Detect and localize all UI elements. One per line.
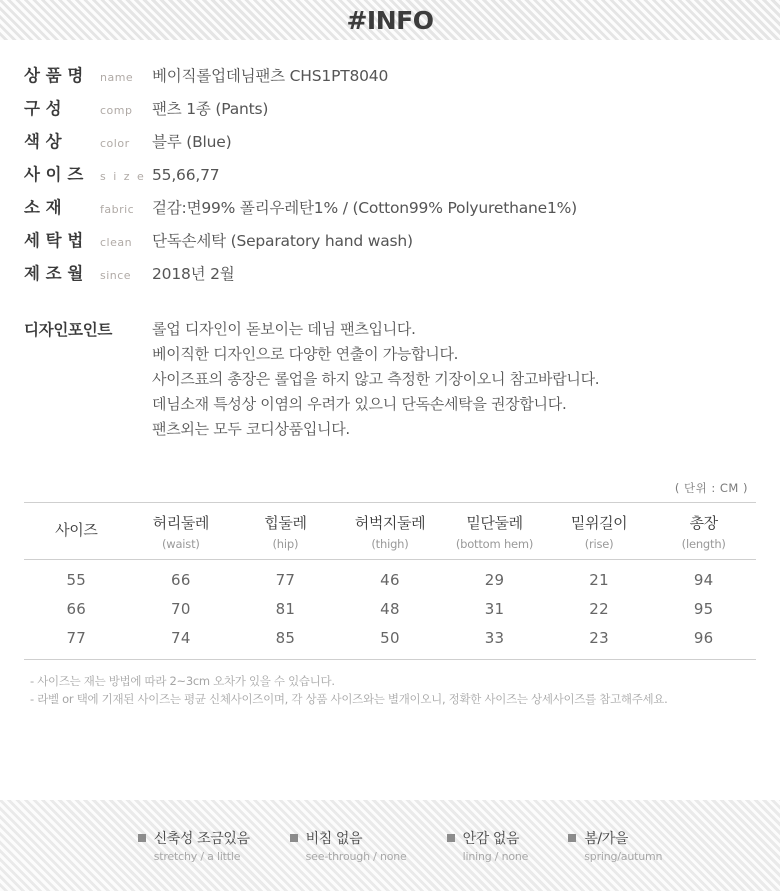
info-value: 팬츠 1종 (Pants) bbox=[152, 100, 269, 118]
attribute-label-ko: 봄/가을 bbox=[584, 831, 628, 847]
size-table-col-rise bbox=[547, 503, 652, 560]
table-cell: 50 bbox=[380, 629, 400, 647]
col-label-ko: 밑위길이 bbox=[570, 514, 628, 532]
table-cell: 31 bbox=[484, 600, 505, 618]
info-value: 겉감:면99% 폴리우레탄1% / (Cotton99% Polyurethane1%) bbox=[152, 199, 577, 217]
col-label-ko: 총장 bbox=[689, 514, 718, 532]
design-point-label: 디자인포인트 bbox=[24, 321, 113, 339]
size-table-col-size bbox=[24, 503, 129, 560]
info-label-ko: 세 탁 법 bbox=[24, 231, 84, 250]
col-label-ko: 허벅지둘레 bbox=[354, 514, 426, 532]
square-bullet-icon bbox=[138, 834, 146, 842]
table-row bbox=[24, 594, 756, 623]
table-cell: 77 bbox=[275, 571, 296, 589]
table-cell: 29 bbox=[484, 571, 505, 589]
info-row bbox=[24, 161, 756, 185]
design-point-line: 팬츠외는 모두 코디상품입니다. bbox=[152, 420, 350, 438]
square-bullet-icon bbox=[568, 834, 576, 842]
size-table bbox=[24, 502, 756, 659]
table-cell: 22 bbox=[589, 600, 609, 618]
attribute-item-stretch bbox=[138, 828, 250, 863]
table-row bbox=[24, 623, 756, 659]
attribute-text bbox=[306, 828, 407, 863]
size-table-col-bottom-hem bbox=[442, 503, 547, 560]
table-cell: 81 bbox=[275, 600, 296, 618]
table-cell: 74 bbox=[171, 629, 191, 647]
info-label bbox=[24, 260, 152, 284]
info-label-en: name bbox=[100, 71, 134, 84]
info-value: 베이직롤업데님팬츠 CHS1PT8040 bbox=[152, 67, 389, 85]
info-label bbox=[24, 128, 152, 152]
note-line: - 라벨 or 택에 기재된 사이즈는 평균 신체사이즈이며, 각 상품 사이즈와는 별개이오니, 정확한 사이즈는 상세사이즈를 참고해주세요. bbox=[30, 692, 668, 706]
table-cell: 96 bbox=[693, 629, 714, 647]
info-label bbox=[24, 194, 152, 218]
info-label-en: comp bbox=[100, 104, 133, 117]
table-cell: 48 bbox=[380, 600, 400, 618]
attribute-footer bbox=[0, 800, 780, 891]
col-label-ko: 밑단둘레 bbox=[466, 514, 523, 532]
info-value: 단독손세탁 (Separatory hand wash) bbox=[152, 232, 413, 250]
note-line: - 사이즈는 재는 방법에 따라 2~3cm 오차가 있을 수 있습니다. bbox=[30, 674, 335, 688]
table-cell: 85 bbox=[275, 629, 296, 647]
attribute-label-ko: 안감 없음 bbox=[462, 831, 520, 847]
info-value: 2018년 2월 bbox=[152, 265, 235, 283]
page-header bbox=[0, 0, 780, 40]
col-label-en: (waist) bbox=[161, 537, 200, 551]
square-bullet-icon bbox=[290, 834, 298, 842]
table-cell: 21 bbox=[589, 571, 609, 589]
design-point-text bbox=[152, 317, 599, 442]
size-notes bbox=[0, 660, 780, 708]
table-cell: 77 bbox=[66, 629, 87, 647]
col-label-en: (rise) bbox=[584, 537, 614, 551]
size-table-header-row bbox=[24, 503, 756, 560]
info-label bbox=[24, 161, 152, 185]
attribute-item-lining bbox=[447, 828, 529, 863]
size-table-col-thigh bbox=[338, 503, 443, 560]
info-row bbox=[24, 227, 756, 251]
table-cell: 94 bbox=[693, 571, 714, 589]
table-cell: 55 bbox=[66, 571, 87, 589]
info-label bbox=[24, 227, 152, 251]
attribute-label-ko: 신축성 조금있음 bbox=[153, 831, 250, 847]
col-label-ko: 허리둘레 bbox=[152, 514, 210, 532]
product-info-list bbox=[0, 62, 780, 284]
page-title: #INFO bbox=[346, 5, 434, 35]
info-value: 블루 (Blue) bbox=[152, 133, 232, 151]
col-label-en: (hip) bbox=[272, 537, 299, 551]
info-label bbox=[24, 95, 152, 119]
info-row bbox=[24, 128, 756, 152]
attribute-label-en: stretchy / a little bbox=[153, 850, 241, 863]
info-label-en: color bbox=[100, 137, 130, 150]
col-label-en: (bottom hem) bbox=[455, 537, 534, 551]
size-table-col-hip bbox=[233, 503, 338, 560]
attribute-label-en: spring/autumn bbox=[584, 850, 663, 863]
table-cell: 46 bbox=[380, 571, 400, 589]
info-row bbox=[24, 62, 756, 86]
info-row bbox=[24, 95, 756, 119]
table-cell: 23 bbox=[589, 629, 609, 647]
table-cell: 66 bbox=[66, 600, 87, 618]
attribute-text bbox=[463, 828, 529, 863]
info-row bbox=[24, 194, 756, 218]
attribute-item-see-through bbox=[290, 828, 407, 863]
design-point-line: 베이직한 디자인으로 다양한 연출이 가능합니다. bbox=[152, 345, 459, 363]
info-label-en: since bbox=[100, 269, 132, 282]
info-label bbox=[24, 62, 152, 86]
size-table-section bbox=[0, 480, 780, 660]
info-label-en: clean bbox=[100, 236, 133, 249]
info-value: 55,66,77 bbox=[152, 166, 220, 184]
info-label-ko: 제 조 월 bbox=[24, 264, 84, 283]
info-row bbox=[24, 260, 756, 284]
attribute-label-en: lining / none bbox=[462, 850, 529, 863]
table-cell: 70 bbox=[171, 600, 191, 618]
attribute-text bbox=[154, 828, 250, 863]
attribute-list bbox=[118, 828, 663, 863]
info-label-en: s i z e bbox=[100, 170, 146, 183]
attribute-item-season bbox=[568, 828, 662, 863]
col-label-ko: 힙둘레 bbox=[264, 514, 307, 532]
size-unit-note: ( 단위 : CM ) bbox=[674, 481, 748, 495]
info-label-ko: 소 재 bbox=[24, 198, 62, 217]
size-table-head bbox=[24, 503, 756, 560]
size-table-body bbox=[24, 560, 756, 660]
square-bullet-icon bbox=[447, 834, 455, 842]
info-label-ko: 사 이 즈 bbox=[24, 165, 84, 184]
attribute-text bbox=[584, 828, 662, 863]
size-table-col-length bbox=[651, 503, 756, 560]
design-point-line: 데님소재 특성상 이염의 우려가 있으니 단독손세탁을 권장합니다. bbox=[152, 395, 567, 413]
table-row bbox=[24, 560, 756, 595]
info-label-ko: 구 성 bbox=[24, 99, 62, 118]
table-cell: 66 bbox=[171, 571, 191, 589]
attribute-label-ko: 비침 없음 bbox=[305, 831, 363, 847]
attribute-label-en: see-through / none bbox=[305, 850, 407, 863]
col-label-en: (thigh) bbox=[371, 537, 409, 551]
col-label-en: (length) bbox=[681, 537, 726, 551]
info-label-ko: 상 품 명 bbox=[24, 66, 84, 85]
table-cell: 95 bbox=[693, 600, 714, 618]
info-label-ko: 색 상 bbox=[24, 132, 62, 151]
col-label-ko: 사이즈 bbox=[55, 521, 98, 539]
design-point-line: 사이즈표의 총장은 롤업을 하지 않고 측정한 기장이오니 참고바랍니다. bbox=[152, 370, 600, 388]
design-point-section bbox=[0, 317, 780, 442]
design-point-line: 롤업 디자인이 돋보이는 데님 팬츠입니다. bbox=[152, 320, 416, 338]
info-label-en: fabric bbox=[100, 203, 135, 216]
table-cell: 33 bbox=[484, 629, 505, 647]
size-table-col-waist bbox=[129, 503, 234, 560]
